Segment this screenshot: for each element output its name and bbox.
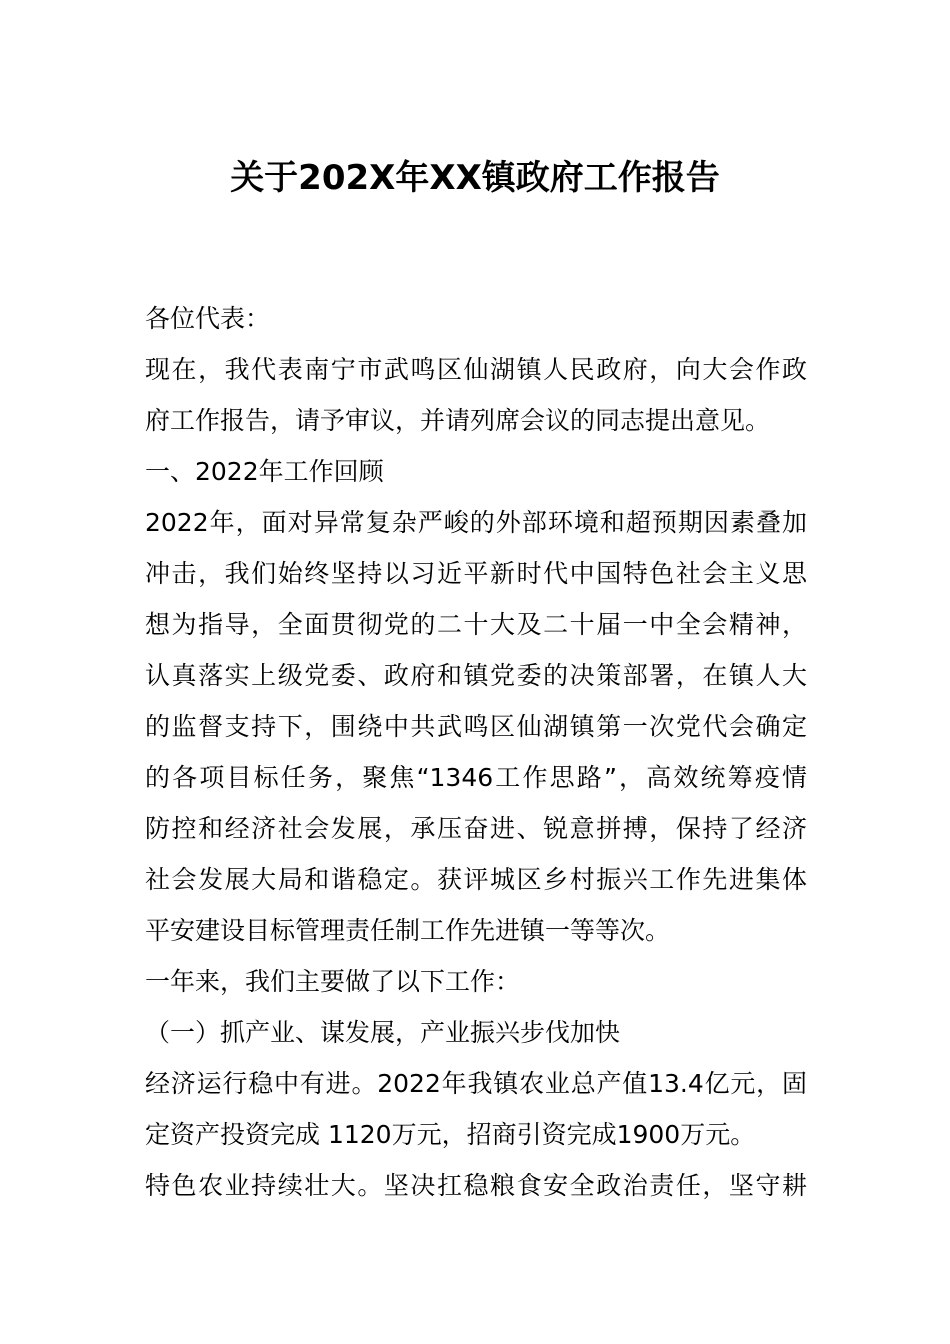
paragraph-line: 认真落实上级党委、政府和镇党委的决策部署，在镇人大 <box>145 661 807 690</box>
paragraph-line: 2022年，面对异常复杂严峻的外部环境和超预期因素叠加 <box>145 508 807 537</box>
paragraph-line: 经济运行稳中有进。2022年我镇农业总产值13.4亿元，固 <box>145 1069 807 1098</box>
paragraph-line: 特色农业持续壮大。坚决扛稳粮食安全政治责任，坚守耕 <box>145 1171 807 1200</box>
paragraph-line: 防控和经济社会发展，承压奋进、锐意拼搏，保持了经济 <box>145 814 807 843</box>
paragraph-line: 平安建设目标管理责任制工作先进镇一等等次。 <box>145 916 671 945</box>
document-title: 关于202X年XX镇政府工作报告 <box>230 158 720 198</box>
paragraph-line: 想为指导，全面贯彻党的二十大及二十届一中全会精神， <box>145 610 807 639</box>
paragraph-line: 府工作报告，请予审议，并请列席会议的同志提出意见。 <box>145 406 771 435</box>
paragraph-line: 的各项目标任务，聚焦“1346工作思路”，高效统筹疫情 <box>145 763 807 792</box>
paragraph-line: 现在，我代表南宁市武鸣区仙湖镇人民政府，向大会作政 <box>145 355 807 384</box>
paragraph-line: 冲击，我们始终坚持以习近平新时代中国特色社会主义思 <box>145 559 807 588</box>
paragraph-line: 一年来，我们主要做了以下工作： <box>145 967 521 996</box>
paragraph-line: 社会发展大局和谐稳定。获评城区乡村振兴工作先进集体 <box>145 865 807 894</box>
subsection-heading: （一）抓产业、谋发展，产业振兴步伐加快 <box>145 1018 621 1047</box>
paragraph-line: 的监督支持下，围绕中共武鸣区仙湖镇第一次党代会确定 <box>145 712 807 741</box>
paragraph-line: 定资产投资完成 1120万元，招商引资完成1900万元。 <box>145 1120 756 1149</box>
section-heading: 一、2022年工作回顾 <box>145 457 384 486</box>
salutation-line: 各位代表： <box>145 304 271 333</box>
document-body <box>145 293 807 1211</box>
